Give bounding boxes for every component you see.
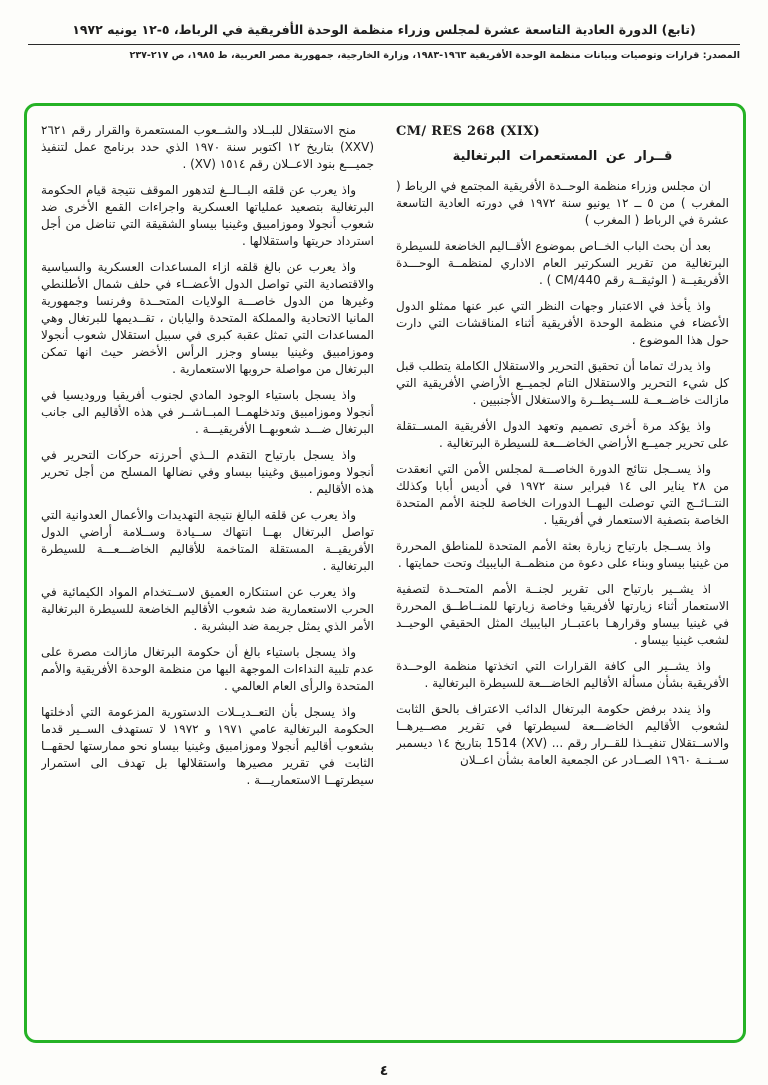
two-column-layout	[41, 122, 729, 1024]
paragraph: واذ يســجل بارتياح زيارة بعثة الأمم المتحدة للمناطق المحررة من غينيا بيساو وبناء على دعوة من منظمــة البايبيك وتحت حمايتها .	[396, 539, 729, 570]
paragraph: ان مجلس وزراء منظمة الوحــدة الأفريقية المجتمع في الرباط ( المغرب ) من ٥ ــ ١٢ يونيو سنة ١٩٧٢ في دورته العادية التاسعة عشرة في الرباط ( المغرب )	[396, 179, 729, 227]
resolution-title: قــرار عن المستعمرات البرتغالية	[452, 149, 673, 164]
right-column-paragraphs	[396, 178, 729, 769]
paragraph: واذ يدرك تماما أن تحقيق التحرير والاستقلال الكاملة يتطلب قبل كل شيء التحرير والاستقلال التام لجميــع الأراضي الأفريقية التي مازالت خاضــعــة للســيطــرة والاستغلال الأجنبيين .	[396, 359, 729, 407]
header-continuation-line: (تابع) الدورة العادية التاسعة عشرة لمجلس وزراء منظمة الوحدة الأفريقية في الرباط، ٥-١٢ يونيه ١٩٧٢	[72, 22, 696, 37]
paragraph: واذ يسجل باستياء الوجود المادي لجنوب أفريقيا وروديسيا في أنجولا وموزامبيق وتدخلهمــا المبــاشــر في هذه الأقاليم الى جانب البرتغال ضـــد شعوبهــا الأفريقيـــة .	[41, 388, 374, 436]
paragraph: واذ يأخذ في الاعتبار وجهات النظر التي عبر عنها ممثلو الدول الأعضاء في منظمة الوحدة الأفريقية أثناء المناقشات التي دارت حول هذا الموضوع .	[396, 299, 729, 347]
source-citation-line: المصدر: قرارات وتوصيات وبيانات منظمة الوحدة الأفريقية ١٩٦٣-١٩٨٣، وزارة الخارجية، جمهورية مصر العربية، ط ١٩٨٥، ص ٢١٧-٢٣٧	[129, 50, 740, 61]
paragraph: واذ يعرب عن بالغ قلقه ازاء المساعدات العسكرية والسياسية والاقتصادية التي تواصل الدول الأعضــاء في حلف شمال الأطلنطي وغيرها من الدول خاصـــة الولايات المتحــدة وفرنسا وجمهورية المانيا الاتحادية والمملكة المتحدة واليابان ، تقــديمها للبرتغال وهي المساعدات التي تمثل عقبة كبرى في سبيل استقلال شعوب أنجولا وموزامبيق وغينيا بيساو وجزر الرأس الأخضر حيث انها تمكن البرتغال من مواصلة حروبها الاستعمارية .	[41, 260, 374, 376]
paragraph: واذ يسجل بأن التعــديــلات الدستورية المزعومة التي أدخلتها الحكومة البرتغالية عامي ١٩٧١ و ١٩٧٢ لا تستهدف الســير قدما بشعوب أقاليم أنجولا وموزامبيق وغينيا بيساو نحو ممارستها لحقهــا الثابت في تقرير مصيرها واستقلالها بل تهدف الى استمرار سيطرتهــا الاستعماريـــة .	[41, 705, 374, 787]
paragraph: منح الاستقلال للبــلاد والشــعوب المستعمرة والقرار رقم ٢٦٢١ (XXV) بتاريخ ١٢ اكتوبر سنة ١٩٧٠ الذي حدد برنامج عمل لتنفيذ جميـــع بنود الاعــلان رقم ١٥١٤ (XV) .	[41, 123, 374, 171]
page-number: ٤	[379, 1063, 389, 1079]
paragraph: واذ يسجل باستياء بالغ أن حكومة البرتغال مازالت مصرة على عدم تلبية النداءات الموجهة اليها من منظمة الوحدة الأفريقية والأمم المتحدة والرأى العام العالمي .	[41, 645, 374, 693]
paragraph: بعد أن بحث الباب الخــاص بموضوع الأقــاليم الخاضعة للسيطرة البرتغالية من تقرير السكرتير العام الاداري لمنظمــة الوحـــدة الأفريقيــة ( الوثيقــة رقم CM/440 ) .	[396, 239, 729, 287]
paragraph: واذ يؤكد مرة أخرى تصميم وتعهد الدول الأفريقية المســتقلة على تحرير جميــع الأراضي الخاضـــعة للسيطرة البرتغالية .	[396, 419, 729, 450]
header-divider	[28, 44, 740, 45]
left-column-paragraphs	[41, 122, 374, 789]
document-reference: CM/ RES 268 (XIX)	[396, 124, 540, 139]
paragraph: واذ يعرب عن قلقه البالغ نتيجة التهديدات والأعمال العدوانية التي تواصل البرتغال بهــا انتهاك ســيادة وســلامة أراضي الدول الأفريقيــة المستقلة المتاخمة للأقاليم الخاضـــعـــة للسيطرة البرتغالية .	[41, 508, 374, 573]
right-column	[396, 122, 729, 1024]
paragraph: واذ يندد برفض حكومة البرتغال الدائب الاعتراف بالحق الثابت لشعوب الأقاليم الخاضـــعة لسيطرتها في تقرير مصــيرهــا والاســتقلال تنفيــذا للقــرار رقم ... (XV) 1514 بتاريخ ١٤ ديسمبر ســنــة ١٩٦٠ الصــادر عن الجمعية العامة بشأن اعــلان	[396, 702, 729, 767]
paragraph: واذ يعرب عن استنكاره العميق لاســتخدام المواد الكيمائية في الحرب الاستعمارية ضد شعوب الأقاليم الخاضعة للسيطرة البرتغالية الأمر الذي يمثل جريمة ضد البشرية .	[41, 585, 374, 633]
paragraph: اذ يشــير بارتياح الى تقرير لجنــة الأمم المتحــدة لتصفية الاستعمار أثناء زيارتها لأفريقيا وخاصة زيارتها للمنــاطــق المحررة في غينيا بيساو وقرارهـا باعتبــار البايبيك المثل الحقيقي الوحيــد لشعب غينيا بيساو .	[396, 582, 729, 647]
paragraph: واذ يشــير الى كافة القرارات التي اتخذتها منظمة الوحــدة الأفريقية بشأن مسألة الأقاليم الخاضـــعة للسيطرة البرتغالية .	[396, 659, 729, 690]
paragraph: واذ يعرب عن قلقه البــالــغ لتدهور الموقف نتيجة قيام الحكومة البرتغالية بتصعيد عملياتها العسكرية واجراءات القمع الأخرى ضد شعوب أنجولا وموزامبيق وغينيا بيساو الشقيقة التي تناضل من أجل استرداد حريتها واستقلالها .	[41, 183, 374, 248]
paragraph: واذ يسجل بارتياح التقدم الــذي أحرزته حركات التحرير في أنجولا وموزامبيق وغينيا بيساو وفي نضالها المسلح من أجل تحرير هذه الأقاليم .	[41, 448, 374, 496]
green-content-frame	[24, 103, 746, 1043]
page-header	[0, 0, 768, 61]
paragraph: واذ يســجل نتائج الدورة الخاصـــة لمجلس الأمن التي انعقدت من ٢٨ يناير الى ١٤ فبراير سنة ١٩٧٢ في أديس أبابا وكذلك النتــائــج التي توصلت اليهــا الدورات الخاصة للجنة الأمم المتحدة الخاصة بتصفية الاستعمار في أفريقيا .	[396, 462, 729, 527]
left-column	[41, 122, 374, 1024]
